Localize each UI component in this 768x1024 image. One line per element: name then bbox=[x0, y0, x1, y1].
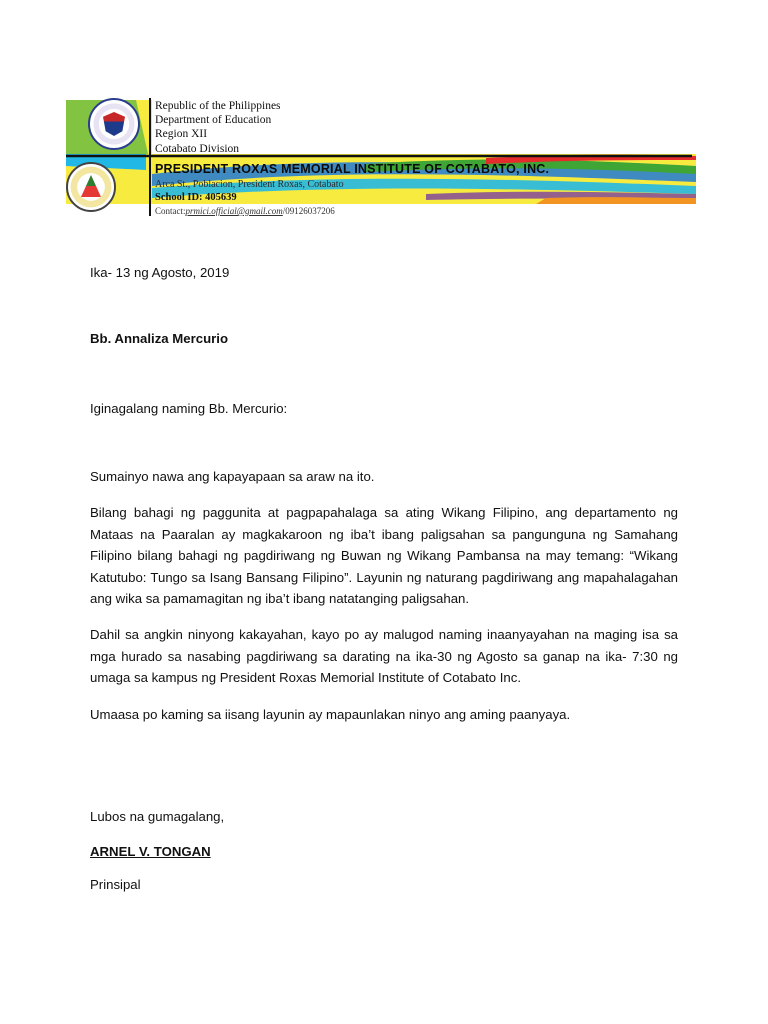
deped-seal-icon bbox=[88, 98, 140, 150]
school-name: PRESIDENT ROXAS MEMORIAL INSTITUTE OF COTABATO, INC. bbox=[155, 162, 550, 176]
letter-recipient: Bb. Annaliza Mercurio bbox=[90, 331, 228, 346]
signatory-position: Prinsipal bbox=[90, 877, 141, 892]
letterhead-department: Department of Education bbox=[155, 114, 272, 126]
letter-paragraph-purpose: Bilang bahagi ng paggunita at pagpapahalaga sa ating Wikang Filipino, ang departamento ng Mataas na Paaralan ay magkakaroon ng iba’t ibang paligsahan sa pangunguna ng Samahang Filipino bilang bahagi ng pagdiriwang ng Buwan ng Wikang Pambansa na may temang: “Wikang Katutubo: Tungo sa Isang Bansang Filipino”. Layunin ng naturang pagdiriwang ang mapahalagahan ang wika sa pamamagitan ng iba’t ibang natatanging paligsahan. bbox=[90, 505, 678, 606]
letter-paragraph-hope: Umaasa po kaming sa iisang layunin ay mapaunlakan ninyo ang aming paanyaya. bbox=[90, 707, 571, 722]
school-contact bbox=[155, 206, 335, 216]
letter-paragraph-invitation: Dahil sa angkin ninyong kakayahan, kayo po ay malugod naming inaanyayahan na maging isa sa mga hurado sa nasabing pagdiriwang sa darating na ika-30 ng Agosto sa ganap na ika- 7:30 ng umaga sa kampus ng President Roxas Memorial Institute of Cotabato Inc. bbox=[90, 627, 678, 685]
school-address: Arca St., Poblacion, President Roxas, Cotabato bbox=[155, 179, 344, 190]
letterhead-division: Cotabato Division bbox=[155, 143, 240, 155]
letter-paragraph-greeting: Sumainyo nawa ang kapayapaan sa araw na ito. bbox=[90, 469, 375, 484]
signatory-name: ARNEL V. TONGAN bbox=[90, 844, 211, 859]
letterhead-country: Republic of the Philippines bbox=[155, 100, 281, 112]
letter-salutation: Iginagalang naming Bb. Mercurio: bbox=[90, 401, 288, 416]
contact-label: Contact: bbox=[155, 206, 186, 216]
letter-date: Ika- 13 ng Agosto, 2019 bbox=[90, 265, 230, 280]
school-id: School ID: 405639 bbox=[155, 192, 237, 203]
contact-phone: /09126037206 bbox=[282, 206, 335, 216]
school-seal-icon bbox=[66, 162, 116, 212]
contact-email: prmici.official@gmail.com bbox=[185, 206, 283, 216]
letter-closing: Lubos na gumagalang, bbox=[90, 809, 225, 824]
letterhead bbox=[66, 94, 696, 222]
letterhead-region: Region XII bbox=[155, 128, 208, 140]
